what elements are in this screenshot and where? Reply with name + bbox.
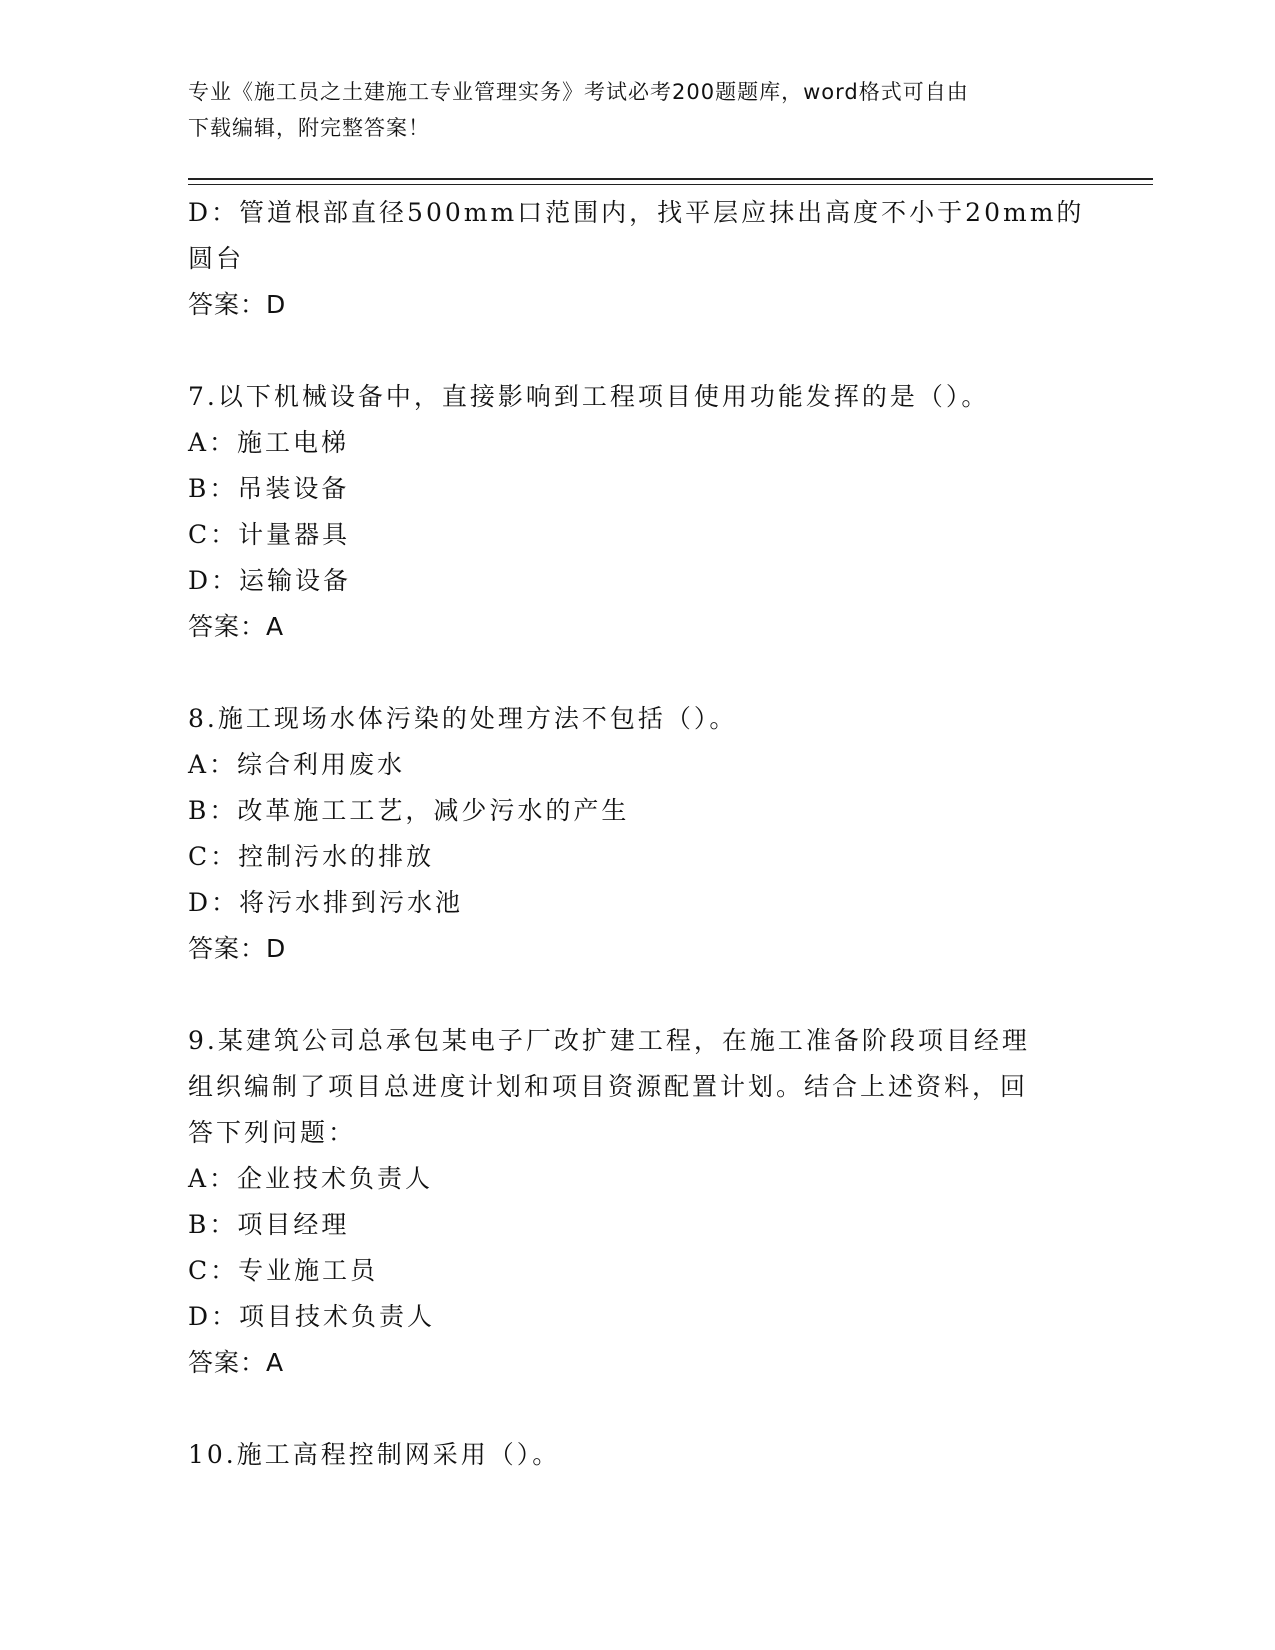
answer: 答案：D bbox=[188, 290, 287, 319]
option-b: B：吊装设备 bbox=[188, 474, 350, 503]
answer: 答案：A bbox=[188, 612, 285, 641]
question-text: 8.施工现场水体污染的处理方法不包括（）。 bbox=[188, 704, 738, 733]
option-a: A：施工电梯 bbox=[188, 428, 350, 457]
option-b: B：改革施工工艺，减少污水的产生 bbox=[188, 796, 630, 825]
question-text-line-1: 9.某建筑公司总承包某电子厂改扩建工程，在施工准备阶段项目经理 bbox=[188, 1026, 1030, 1055]
document-header bbox=[188, 74, 1088, 146]
option-a: A：综合利用废水 bbox=[188, 750, 406, 779]
question-text-line-3: 答下列问题： bbox=[188, 1118, 357, 1147]
option-c: C：计量器具 bbox=[188, 520, 351, 549]
question-8 bbox=[188, 696, 1088, 972]
option-d: D：项目技术负责人 bbox=[188, 1302, 436, 1331]
question-text-line-2: 组织编制了项目总进度计划和项目资源配置计划。结合上述资料，回 bbox=[188, 1072, 1029, 1101]
option-b: B：项目经理 bbox=[188, 1210, 350, 1239]
header-divider-thin bbox=[188, 184, 1153, 185]
option-d: D：管道根部直径500mm口范围内，找平层应抹出高度不小于20mm的 bbox=[188, 198, 1085, 227]
header-line-1: 专业《施工员之土建施工专业管理实务》考试必考200题题库，word格式可自由 bbox=[188, 80, 969, 104]
question-6-tail bbox=[188, 190, 1088, 328]
question-10 bbox=[188, 1432, 1088, 1478]
question-7 bbox=[188, 374, 1088, 650]
option-d-continued: 圆台 bbox=[188, 244, 245, 273]
option-a: A：企业技术负责人 bbox=[188, 1164, 434, 1193]
option-c: C：控制污水的排放 bbox=[188, 842, 435, 871]
option-d: D：将污水排到污水池 bbox=[188, 888, 464, 917]
header-divider bbox=[188, 178, 1153, 180]
answer: 答案：A bbox=[188, 1348, 285, 1377]
question-9 bbox=[188, 1018, 1088, 1386]
header-line-2: 下载编辑，附完整答案！ bbox=[188, 116, 430, 140]
option-d: D：运输设备 bbox=[188, 566, 352, 595]
option-c: C：专业施工员 bbox=[188, 1256, 379, 1285]
question-list bbox=[188, 190, 1088, 1478]
question-text: 7.以下机械设备中，直接影响到工程项目使用功能发挥的是（）。 bbox=[188, 382, 990, 411]
answer: 答案：D bbox=[188, 934, 287, 963]
question-text: 10.施工高程控制网采用（）。 bbox=[188, 1440, 561, 1469]
